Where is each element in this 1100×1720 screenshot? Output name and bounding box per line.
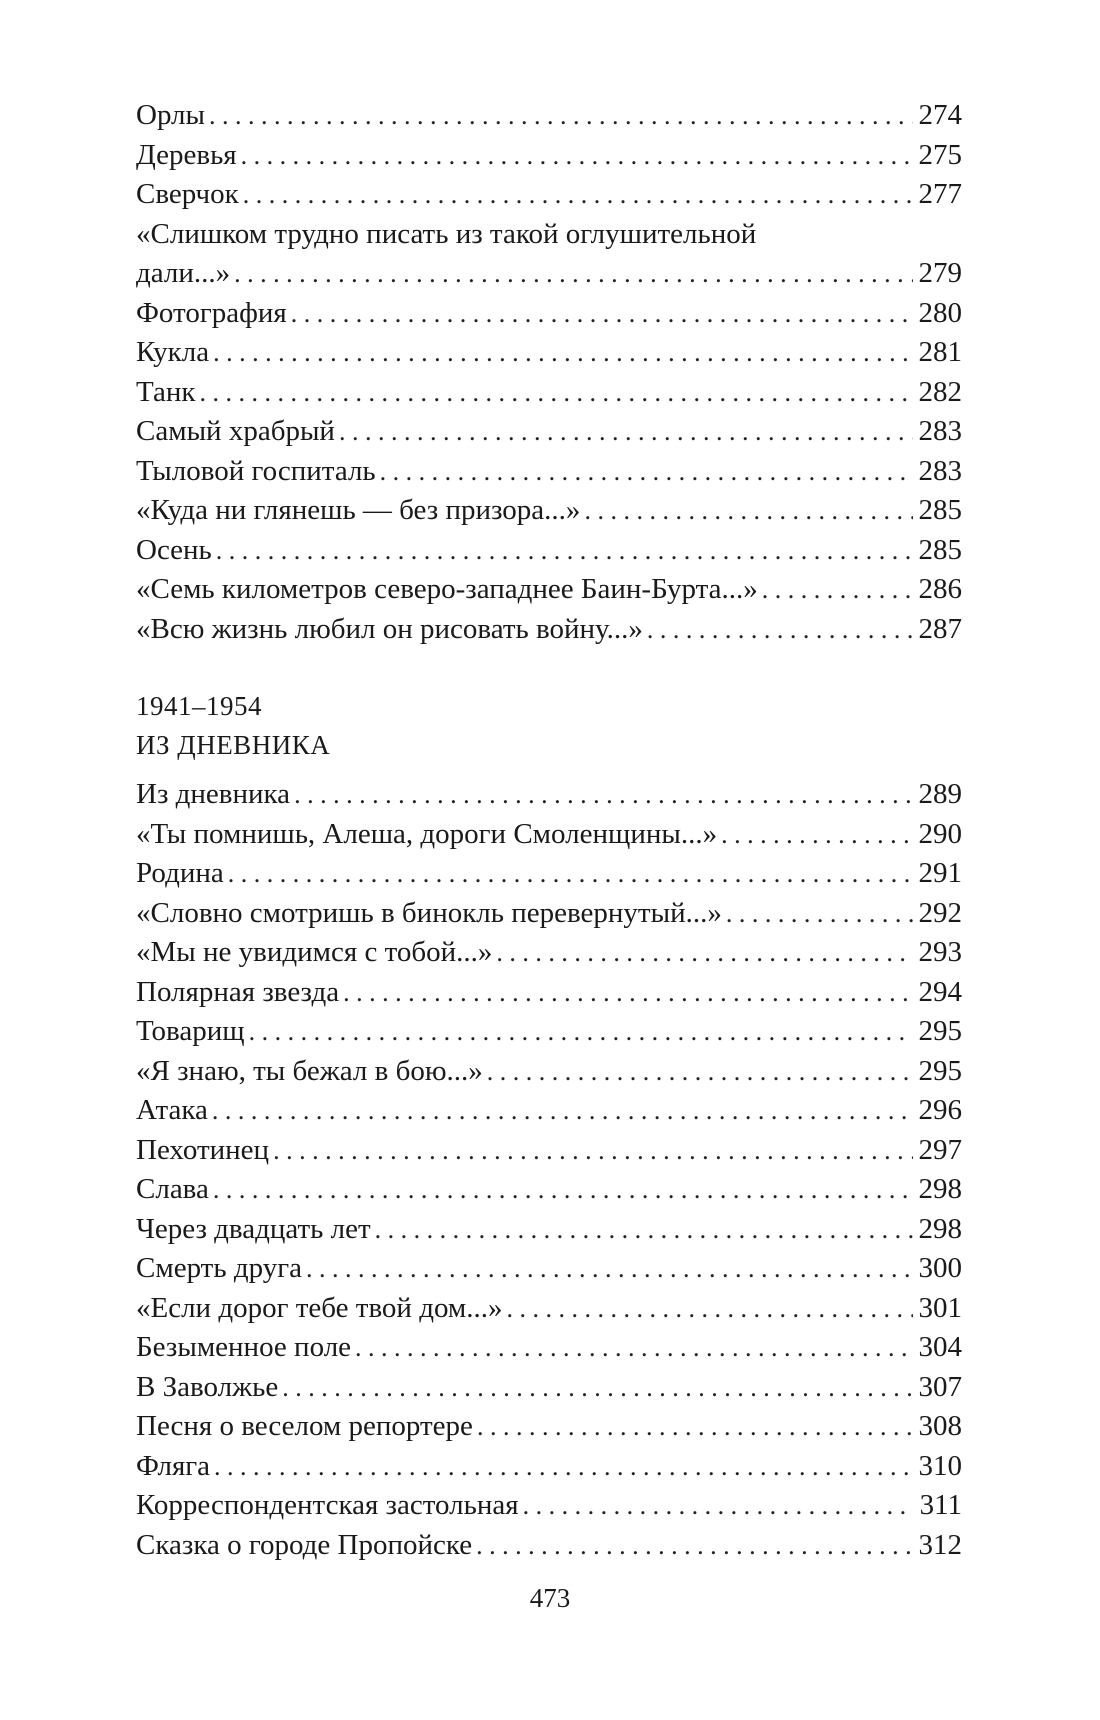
toc-entry-page: 300 <box>918 1252 962 1284</box>
toc-entry[interactable] <box>136 373 962 413</box>
dot-leader <box>213 1170 913 1210</box>
section-title: ИЗ ДНЕВНИКА <box>136 730 331 760</box>
toc-entry-page: 275 <box>918 138 962 171</box>
toc-entry-title: Товарищ <box>136 1015 245 1047</box>
dot-leader <box>214 1447 912 1487</box>
dot-leader <box>228 854 913 894</box>
toc-entry[interactable] <box>136 1091 962 1131</box>
dot-leader <box>213 333 912 373</box>
toc-entry[interactable] <box>136 1407 962 1447</box>
page-number: 473 <box>529 1583 571 1613</box>
dot-leader <box>273 1131 912 1171</box>
toc-entry[interactable] <box>136 815 962 855</box>
toc-entry[interactable] <box>136 333 962 373</box>
toc-entry-title: Деревья <box>136 138 237 171</box>
dot-leader <box>476 1526 912 1566</box>
toc-entry[interactable] <box>136 412 962 452</box>
toc-entry-title: Тыловой госпиталь <box>136 454 376 487</box>
dot-leader <box>212 1091 913 1131</box>
toc-entry[interactable] <box>136 1447 962 1487</box>
dot-leader <box>241 136 913 176</box>
toc-entry-title: Родина <box>136 857 224 889</box>
dot-leader <box>647 610 913 650</box>
toc-entry[interactable] <box>136 136 962 176</box>
dot-leader <box>291 294 913 334</box>
dot-leader <box>380 452 913 492</box>
toc-entry-title: Орлы <box>136 99 206 131</box>
toc-entry-title: Из дневника <box>136 778 291 810</box>
toc-entry-page: 283 <box>918 454 962 487</box>
toc-entry[interactable] <box>136 894 962 934</box>
toc-entry[interactable] <box>136 452 962 492</box>
toc-entry-page: 295 <box>918 1054 962 1087</box>
toc-entry-page: 296 <box>918 1094 962 1126</box>
toc-entry-row <box>136 254 962 294</box>
dot-leader <box>507 1289 913 1329</box>
toc-entry-page: 298 <box>918 1212 962 1245</box>
toc-entry-title: В Заволжье <box>136 1370 279 1403</box>
dot-leader <box>249 1012 913 1052</box>
toc-entry-page: 292 <box>918 896 962 929</box>
toc-entry[interactable] <box>136 775 962 815</box>
dot-leader <box>306 1249 913 1289</box>
toc-entry-page: 289 <box>918 778 962 810</box>
toc-entry[interactable] <box>136 531 962 571</box>
dot-leader <box>496 933 912 973</box>
toc-entry-title: Сверчок <box>136 178 239 210</box>
toc-entry-page: 277 <box>918 178 962 210</box>
dot-leader <box>343 973 912 1013</box>
dot-leader <box>721 815 912 855</box>
toc-entry[interactable] <box>136 1170 962 1210</box>
toc-entry-page: 279 <box>918 257 962 289</box>
toc-entry[interactable] <box>136 610 962 650</box>
section-years: 1941–1954 <box>136 691 262 721</box>
toc-entry-title: Самый храбрый <box>136 415 335 447</box>
dot-leader <box>234 254 912 294</box>
dot-leader <box>726 894 913 934</box>
toc-entry-title: Полярная звезда <box>136 975 340 1008</box>
dot-leader <box>294 775 912 815</box>
toc-list <box>136 294 962 650</box>
toc-entry-title: Безыменное поле <box>136 1331 352 1363</box>
toc-section-1 <box>136 96 962 649</box>
toc-entry-wrapped[interactable] <box>136 215 962 294</box>
toc-entry-page: 280 <box>918 296 962 329</box>
toc-entry-page: 311 <box>919 1489 962 1521</box>
toc-entry[interactable] <box>136 973 962 1013</box>
toc-entry-page: 295 <box>918 1015 962 1047</box>
toc-entry[interactable] <box>136 1486 962 1526</box>
toc-entry[interactable] <box>136 491 962 531</box>
dot-leader <box>339 412 913 452</box>
toc-list <box>136 775 962 1565</box>
dot-leader <box>282 1368 912 1408</box>
toc-entry-page: 312 <box>918 1528 962 1561</box>
toc-entry[interactable] <box>136 1210 962 1250</box>
toc-entry-title: «Ты помнишь, Алеша, дороги Смоленщины...» <box>136 817 718 850</box>
dot-leader <box>375 1210 913 1250</box>
toc-entry[interactable] <box>136 933 962 973</box>
dot-leader <box>487 1052 913 1092</box>
toc-entry[interactable] <box>136 1526 962 1566</box>
toc-entry-title: Через двадцать лет <box>136 1212 371 1245</box>
dot-leader <box>209 96 912 136</box>
toc-entry-title-line: «Слишком трудно писать из такой оглушительной <box>136 217 757 250</box>
toc-entry-title: Атака <box>136 1094 208 1126</box>
toc-entry-title: «Я знаю, ты бежал в бою...» <box>136 1054 483 1087</box>
toc-entry-title: Смерть друга <box>136 1252 302 1284</box>
toc-entry-title: Корреспондентская застольная <box>136 1489 519 1521</box>
dot-leader <box>523 1486 914 1526</box>
toc-entry-page: 308 <box>918 1410 962 1442</box>
toc-entry-title: Осень <box>136 533 212 566</box>
toc-entry[interactable] <box>136 1131 962 1171</box>
toc-entry[interactable] <box>136 1052 962 1092</box>
toc-entry-page: 281 <box>918 336 962 368</box>
toc-entry-title: «Мы не увидимся с тобой...» <box>136 936 493 968</box>
toc-section-2 <box>136 775 962 1565</box>
toc-entry-page: 304 <box>918 1331 962 1363</box>
toc-entry[interactable] <box>136 1012 962 1052</box>
dot-leader <box>199 373 912 413</box>
toc-entry-title: Фляга <box>136 1449 211 1482</box>
dot-leader <box>762 570 913 610</box>
toc-entry-title: Танк <box>136 375 196 408</box>
toc-entry-page: 286 <box>918 573 962 605</box>
toc-entry-title: «Семь километров северо-западнее Баин-Бурта...» <box>136 573 758 605</box>
toc-entry[interactable] <box>136 175 962 215</box>
toc-entry[interactable] <box>136 294 962 334</box>
toc-entry[interactable] <box>136 854 962 894</box>
toc-entry[interactable] <box>136 1328 962 1368</box>
toc-entry-title: Слава <box>136 1173 209 1205</box>
toc-entry-page: 287 <box>918 612 962 645</box>
toc-entry-title: Фотография <box>136 296 287 329</box>
dot-leader <box>216 531 913 571</box>
toc-entry-title: «Если дорог тебе твой дом...» <box>136 1291 503 1324</box>
dot-leader <box>243 175 913 215</box>
toc-entry-page: 301 <box>918 1291 962 1324</box>
toc-entry-title: Песня о веселом репортере <box>136 1410 473 1442</box>
dot-leader <box>355 1328 912 1368</box>
toc-entry-page: 282 <box>918 375 962 408</box>
toc-entry-page: 294 <box>918 975 962 1008</box>
toc-entry-page: 291 <box>918 857 962 889</box>
toc-entry-page: 293 <box>918 936 962 968</box>
toc-entry-page: 285 <box>918 494 962 526</box>
toc-entry[interactable] <box>136 1368 962 1408</box>
toc-entry-page: 307 <box>918 1370 962 1403</box>
toc-section-heading <box>136 687 962 765</box>
table-of-contents <box>136 96 962 1565</box>
dot-leader <box>477 1407 913 1447</box>
toc-entry-page: 274 <box>918 99 962 131</box>
toc-entry-page: 290 <box>918 817 962 850</box>
dot-leader <box>584 491 912 531</box>
toc-entry-page: 285 <box>918 533 962 566</box>
toc-entry[interactable] <box>136 1249 962 1289</box>
toc-entry[interactable] <box>136 570 962 610</box>
toc-entry-page: 310 <box>918 1449 962 1482</box>
toc-entry-page: 283 <box>918 415 962 447</box>
toc-entry-title: Пехотинец <box>136 1133 270 1166</box>
toc-entry-title: «Всю жизнь любил он рисовать войну...» <box>136 612 643 645</box>
toc-entry-page: 297 <box>918 1133 962 1166</box>
toc-entry-title: «Куда ни глянешь — без призора...» <box>136 494 581 526</box>
toc-entry-title: Сказка о городе Пропойске <box>136 1528 473 1561</box>
toc-entry-title: Кукла <box>136 336 210 368</box>
toc-entry[interactable] <box>136 96 962 136</box>
toc-entry-title: дали...» <box>136 257 231 289</box>
toc-entry-page: 298 <box>918 1173 962 1205</box>
toc-entry[interactable] <box>136 1289 962 1329</box>
toc-entry-title: «Словно смотришь в бинокль перевернутый...» <box>136 896 722 929</box>
toc-list <box>136 96 962 215</box>
